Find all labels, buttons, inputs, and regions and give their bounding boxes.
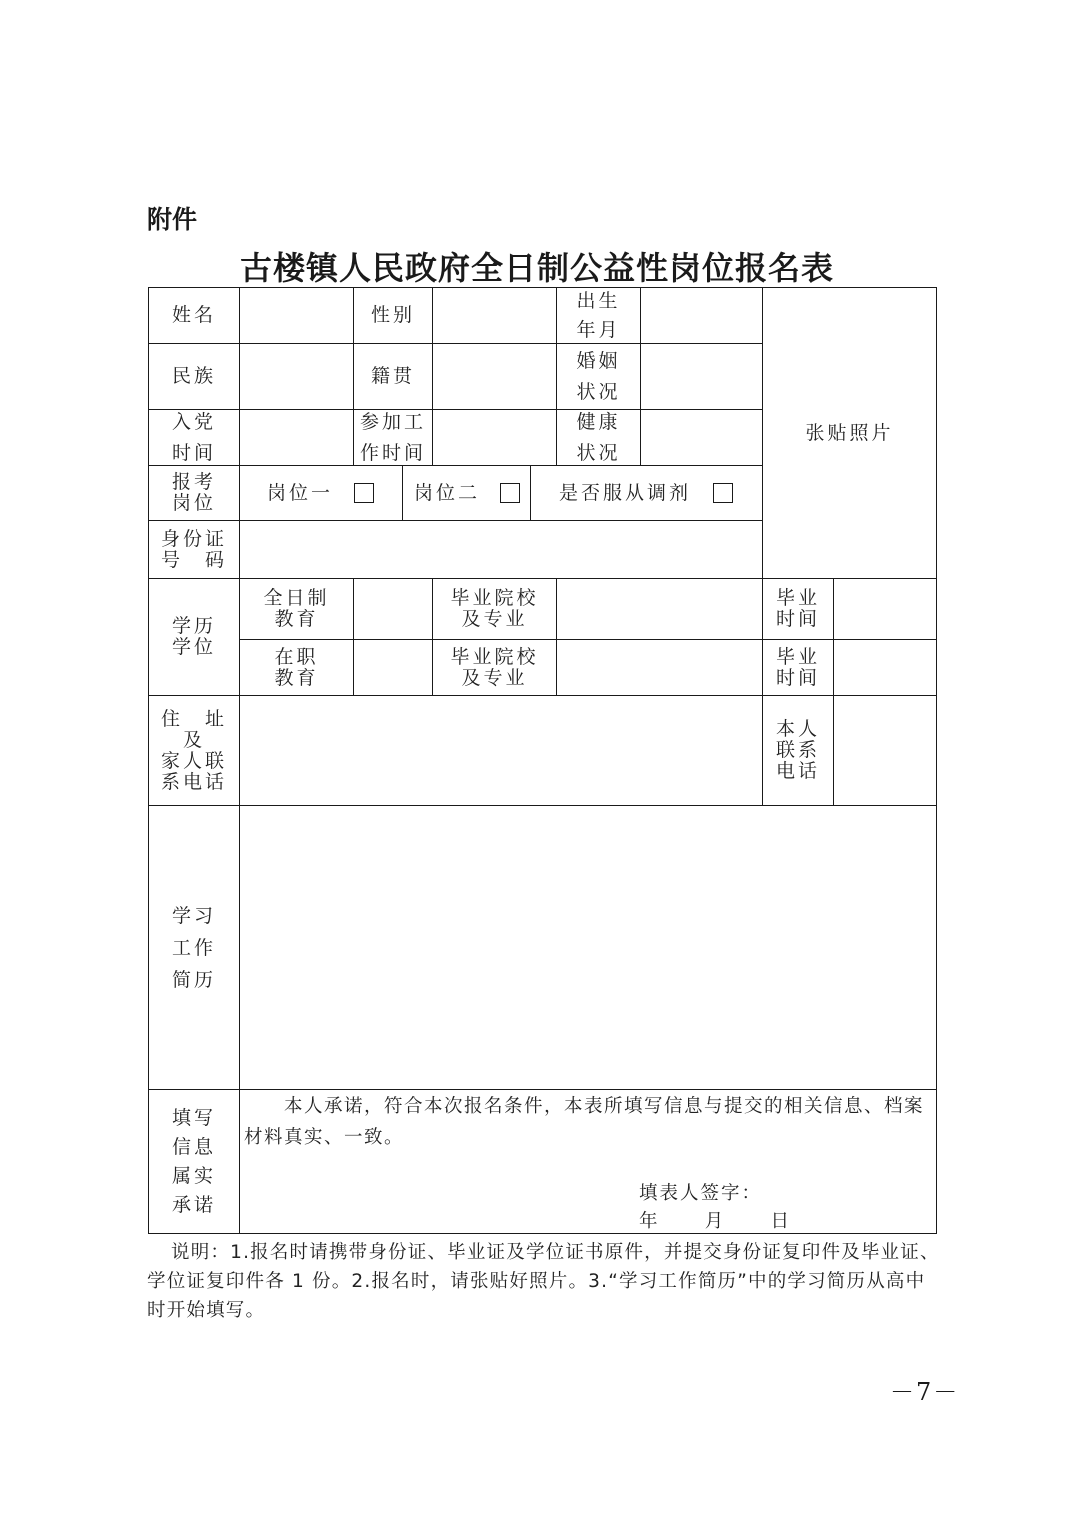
label-grad-line2: 时间 bbox=[775, 608, 820, 630]
grid-line bbox=[402, 465, 403, 520]
label-address-line3: 家人联 bbox=[160, 749, 227, 772]
label-grad-time-fulltime bbox=[763, 579, 833, 639]
label-education-line1: 学历 bbox=[171, 615, 216, 637]
label-school-line1: 毕业院校 bbox=[450, 587, 539, 609]
label-onjob-line2: 教育 bbox=[274, 666, 319, 689]
position-two-checkbox[interactable] bbox=[500, 483, 520, 503]
label-work-start-line1: 参加工 bbox=[359, 410, 426, 433]
label-position-line1: 报考 bbox=[171, 471, 216, 493]
position-two-label: 岗位二 bbox=[414, 482, 481, 504]
label-address-line1: 住 址 bbox=[160, 707, 227, 730]
label-address bbox=[149, 696, 239, 805]
label-resume bbox=[149, 806, 239, 1089]
grid-line bbox=[148, 805, 936, 806]
grid-line bbox=[148, 520, 762, 521]
pledge-text: 本人承诺，符合本次报名条件，本表所填写信息与提交的相关信息、档案材料真实、一致。 bbox=[244, 1096, 925, 1148]
label-birth-line1: 出生 bbox=[576, 289, 621, 312]
label-onjob-education bbox=[240, 640, 353, 695]
label-party-date bbox=[149, 410, 239, 465]
label-marital bbox=[557, 344, 640, 409]
label-pledge-line4: 承诺 bbox=[171, 1193, 216, 1216]
adjust-checkbox[interactable] bbox=[713, 483, 733, 503]
label-phone-line1: 本人 bbox=[775, 718, 820, 740]
signature-date bbox=[639, 1207, 789, 1233]
grid-line bbox=[148, 409, 762, 410]
label-name bbox=[149, 288, 239, 343]
label-grad-line1: 毕业 bbox=[775, 587, 820, 609]
label-grad-time-onjob bbox=[763, 640, 833, 695]
page-number: －7－ bbox=[890, 1378, 960, 1406]
label-education-line2: 学位 bbox=[171, 636, 216, 658]
grid-line bbox=[353, 578, 354, 695]
label-grad-line2: 时间 bbox=[775, 666, 820, 689]
label-fulltime-education bbox=[240, 579, 353, 639]
label-party-date-line2: 时间 bbox=[171, 441, 216, 464]
position-one-label: 岗位一 bbox=[267, 482, 334, 504]
position-one-checkbox[interactable] bbox=[354, 483, 374, 503]
grid-line bbox=[148, 1089, 936, 1090]
label-marital-line1: 婚姻 bbox=[576, 349, 621, 372]
label-school-fulltime bbox=[433, 579, 556, 639]
grid-line bbox=[239, 287, 240, 1234]
label-own-phone bbox=[763, 696, 833, 805]
label-party-date-line1: 入党 bbox=[171, 410, 216, 433]
label-name-text: 姓名 bbox=[171, 304, 216, 326]
label-id-line2: 号 码 bbox=[160, 548, 227, 571]
label-native-place-text: 籍贯 bbox=[370, 365, 415, 387]
label-id-number bbox=[149, 521, 239, 578]
label-school-line2: 及专业 bbox=[461, 608, 528, 630]
date-day: 日 bbox=[770, 1211, 789, 1232]
label-phone-line2: 联系 bbox=[775, 739, 820, 761]
label-marital-line2: 状况 bbox=[576, 380, 621, 403]
grid-line bbox=[640, 287, 641, 465]
label-resume-line2: 工作 bbox=[171, 936, 216, 959]
label-ethnicity-text: 民族 bbox=[171, 365, 216, 387]
label-gender bbox=[354, 288, 432, 343]
attachment-label: 附件 bbox=[147, 205, 198, 234]
grid-line bbox=[148, 1233, 936, 1234]
label-education bbox=[149, 579, 239, 695]
label-health bbox=[557, 410, 640, 465]
label-pledge bbox=[149, 1090, 239, 1233]
label-work-start-line2: 作时间 bbox=[359, 441, 426, 464]
label-address-line2: 及 bbox=[182, 728, 205, 751]
label-school-line1: 毕业院校 bbox=[450, 645, 539, 668]
photo-placeholder bbox=[763, 288, 936, 578]
label-grad-line1: 毕业 bbox=[775, 645, 820, 668]
label-birth bbox=[557, 288, 640, 343]
signature-label: 填表人签字： bbox=[639, 1183, 763, 1204]
label-resume-line1: 学习 bbox=[171, 904, 216, 927]
label-resume-line3: 简历 bbox=[171, 968, 216, 991]
grid-line bbox=[432, 287, 433, 465]
label-address-line4: 系电话 bbox=[160, 770, 227, 793]
label-fulltime-line1: 全日制 bbox=[263, 587, 330, 609]
label-pledge-line2: 信息 bbox=[171, 1135, 216, 1158]
label-position-line2: 岗位 bbox=[171, 492, 216, 514]
grid-line bbox=[556, 578, 557, 695]
label-pledge-line3: 属实 bbox=[171, 1164, 216, 1187]
photo-label-text: 张贴照片 bbox=[805, 421, 894, 444]
label-phone-line3: 电话 bbox=[775, 760, 820, 782]
label-health-line2: 状况 bbox=[576, 441, 621, 464]
label-pledge-line1: 填写 bbox=[171, 1106, 216, 1129]
label-gender-text: 性别 bbox=[370, 304, 415, 326]
grid-line bbox=[833, 578, 834, 805]
label-fulltime-line2: 教育 bbox=[274, 608, 319, 630]
date-year: 年 bbox=[639, 1211, 658, 1232]
label-health-line1: 健康 bbox=[576, 410, 621, 433]
label-school-line2: 及专业 bbox=[461, 666, 528, 689]
grid-line bbox=[530, 465, 531, 520]
form-title: 古楼镇人民政府全日制公益性岗位报名表 bbox=[239, 249, 834, 287]
instructions-note: 说明：1.报名时请携带身份证、毕业证及学位证书原件，并提交身份证复印件及毕业证、学位证复印件各 1 份。2.报名时，请张贴好照片。3.“学习工作简历”中的学习简历从高中时开始填写。 bbox=[147, 1242, 940, 1321]
label-id-line1: 身份证 bbox=[160, 527, 227, 550]
adjust-label: 是否服从调剂 bbox=[559, 482, 692, 504]
label-ethnicity bbox=[149, 344, 239, 409]
label-position bbox=[149, 466, 239, 520]
label-school-onjob bbox=[433, 640, 556, 695]
date-month: 月 bbox=[704, 1211, 724, 1232]
grid-line bbox=[148, 465, 762, 466]
grid-line bbox=[148, 343, 762, 344]
label-birth-line2: 年月 bbox=[576, 318, 621, 341]
label-native-place bbox=[354, 344, 432, 409]
label-onjob-line1: 在职 bbox=[274, 645, 319, 668]
label-work-start bbox=[354, 410, 432, 465]
grid-line bbox=[936, 287, 937, 1234]
